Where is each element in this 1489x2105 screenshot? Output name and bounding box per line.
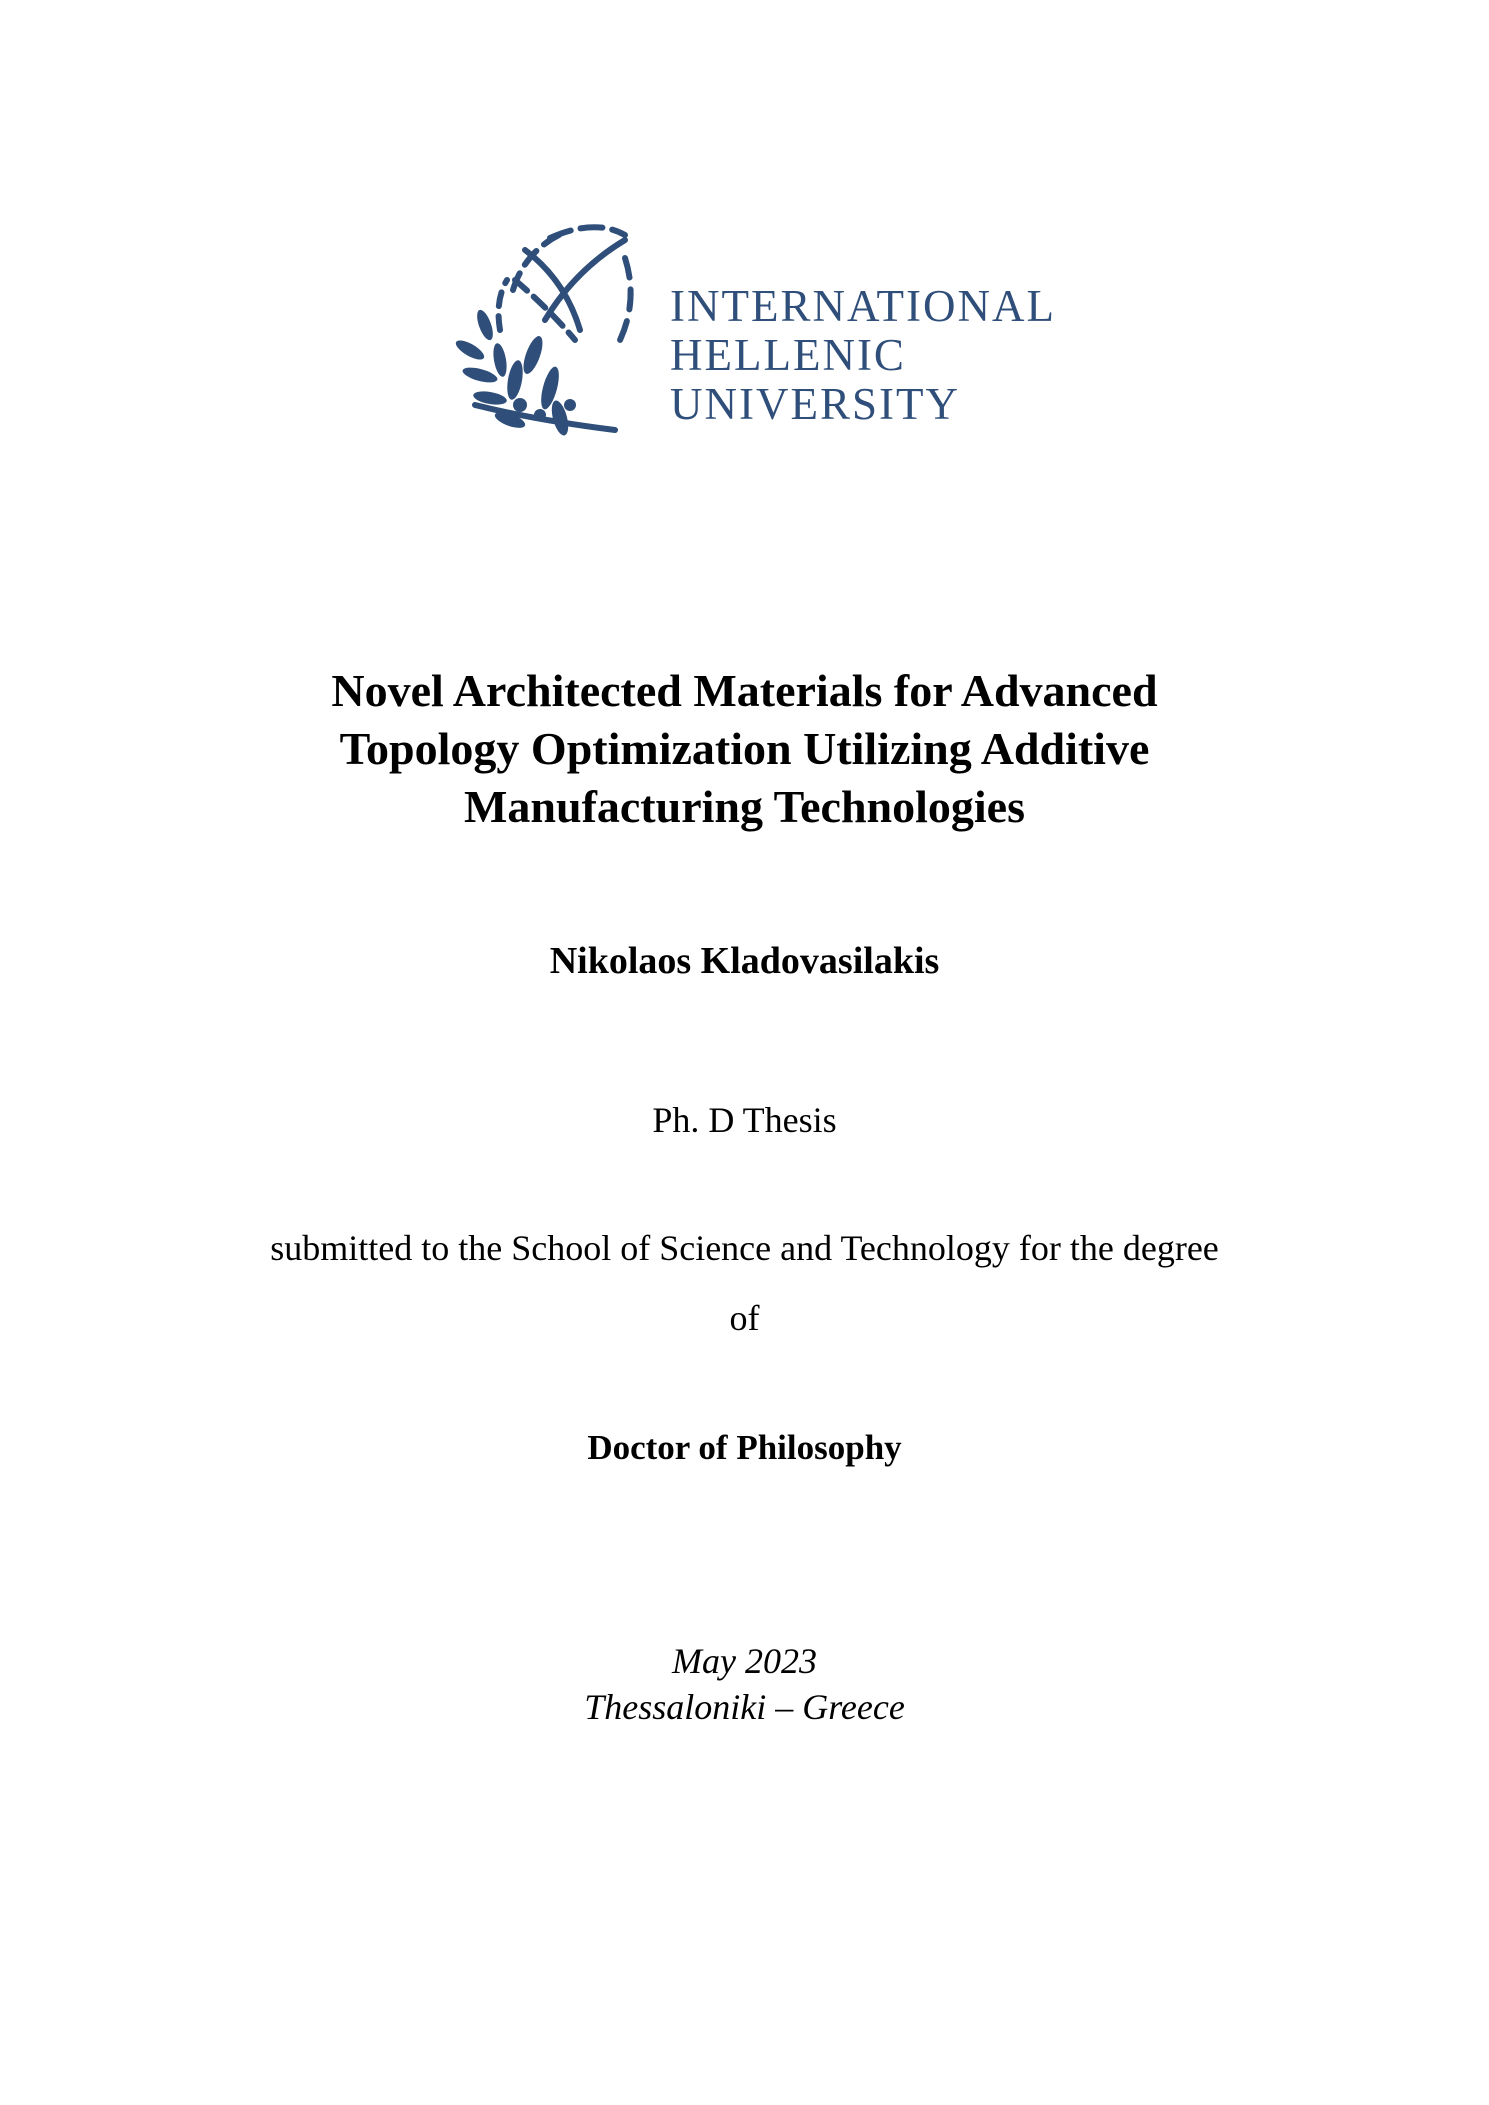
- thesis-title: [0, 662, 1489, 836]
- thesis-title-line-1: Novel Architected Materials for Advanced: [331, 665, 1158, 716]
- date-and-place: [0, 1638, 1489, 1730]
- degree-name: Doctor of Philosophy: [587, 1428, 902, 1467]
- globe-olive-branch-icon: [455, 220, 655, 445]
- university-name-line-3: UNIVERSITY: [670, 379, 960, 429]
- submission-statement: [0, 1213, 1489, 1353]
- submission-line-2: of: [729, 1298, 760, 1338]
- document-type: Ph. D Thesis: [652, 1100, 837, 1140]
- thesis-title-line-2: Topology Optimization Utilizing Additive: [339, 723, 1150, 774]
- submission-line-1: submitted to the School of Science and Technology for the degree: [270, 1228, 1219, 1268]
- university-name-line-2: HELLENIC: [670, 330, 906, 380]
- submission-date: May 2023: [672, 1641, 817, 1681]
- university-name: [670, 282, 1100, 429]
- university-name-line-1: INTERNATIONAL: [670, 281, 1056, 331]
- author-name: Nikolaos Kladovasilakis: [549, 940, 940, 982]
- thesis-title-line-3: Manufacturing Technologies: [463, 781, 1025, 832]
- submission-place: Thessaloniki – Greece: [584, 1687, 905, 1727]
- university-logo: [455, 220, 1095, 445]
